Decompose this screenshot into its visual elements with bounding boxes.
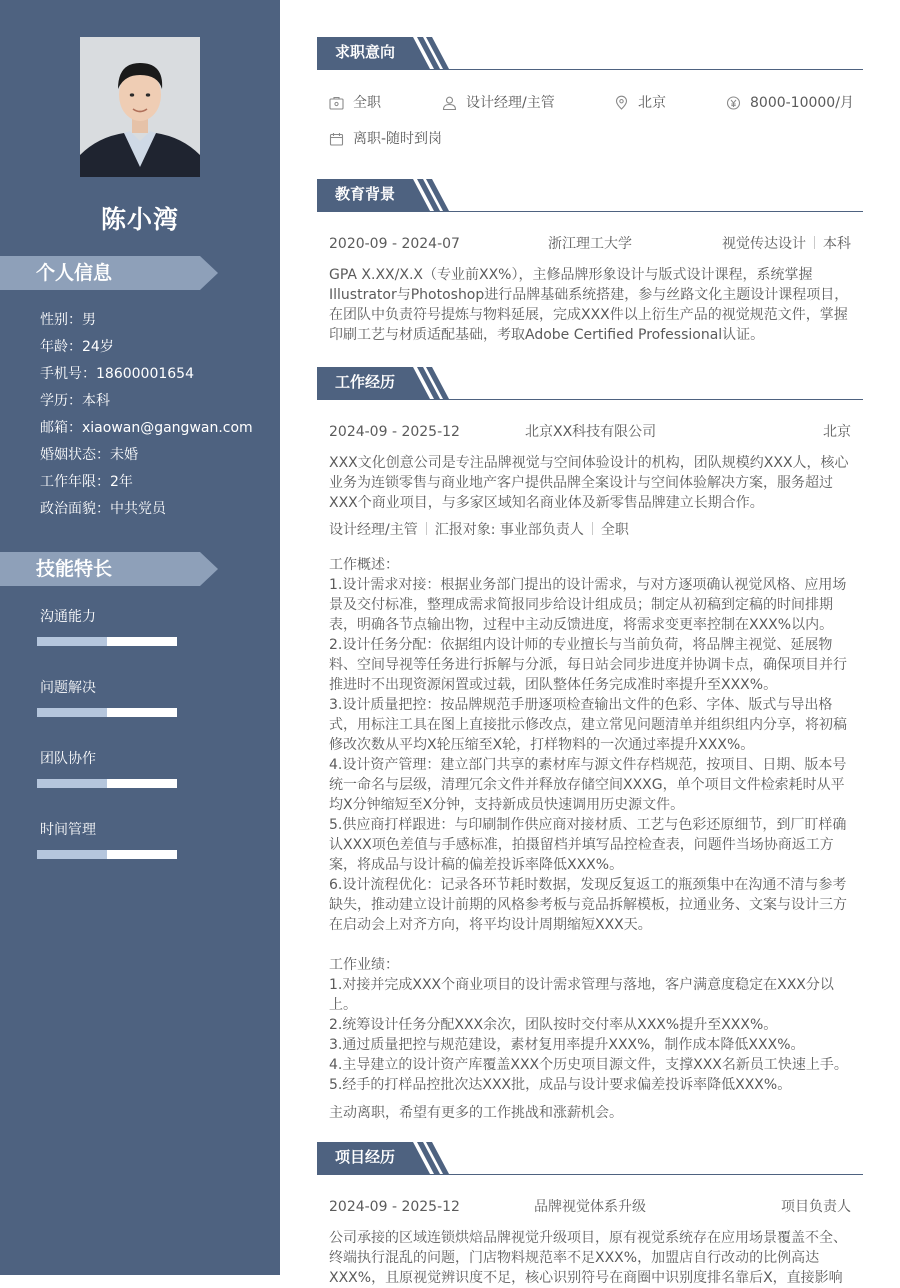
education-title: 教育背景 — [335, 185, 396, 203]
work-overview-title: 工作概述： — [329, 557, 399, 573]
calendar-icon — [329, 132, 344, 146]
work-achievement-item: 5.经手的打样品控批次达XXX批，成品与设计要求偏差投诉率降低XXX%。 — [329, 1077, 792, 1093]
education-heading — [317, 179, 863, 212]
intent-position-text: 设计经理/主管 — [466, 95, 555, 111]
project-role: 项目负责人 — [781, 1199, 851, 1215]
project-name: 品牌视觉体系升级 — [534, 1199, 646, 1215]
person-portrait-icon — [80, 37, 200, 177]
work-achievements-title: 工作业绩： — [329, 957, 399, 973]
profile-photo — [80, 37, 200, 177]
project-heading — [317, 1142, 863, 1175]
skill-item — [40, 820, 180, 840]
heading-rule — [317, 399, 863, 400]
info-phone: 手机号：18600001654 — [40, 366, 194, 382]
yen-coin-icon — [726, 96, 741, 110]
work-role-row — [329, 520, 851, 540]
skill-item — [40, 607, 180, 627]
education-school: 浙江理工大学 — [548, 236, 632, 252]
info-years: 工作年限：2年 — [40, 474, 133, 490]
work-achievement-item: 3.通过质量把控与规范建设，素材复用率提升XXX%，制作成本降低XXX%。 — [329, 1037, 805, 1053]
spacer — [329, 935, 854, 955]
intent-type-text: 全职 — [353, 95, 381, 111]
project-description-text: 公司承接的区域连锁烘焙品牌视觉升级项目，原有视觉系统存在应用场景覆盖不全、终端执行混乱的问题，门店物料规范率不足XXX%，加盟店自行改动的比例高达XXX%，且原视觉辨识度不足，核心识别符号在商圈中识别度排名靠后X，直接影响 — [329, 1230, 847, 1286]
info-gender: 性别：男 — [40, 312, 96, 328]
work-company: 北京XX科技有限公司 — [525, 424, 657, 440]
info-age: 年龄：24岁 — [40, 339, 114, 355]
skill-bar — [37, 779, 177, 788]
work-details — [329, 555, 854, 1123]
work-overview-item: 2.设计任务分配：依据组内设计师的专业擅长与当前负荷，将品牌主视觉、延展物料、空间导视等任务进行拆解与分派，每日站会同步进度并协调卡点，确保项目并行推进时不出现资源闲置或过载，团队整体任务完成准时率提升至XXX%。 — [329, 637, 847, 693]
skill-name: 团队协作 — [40, 751, 96, 767]
intent-salary — [726, 93, 856, 113]
skill-item — [40, 749, 180, 769]
skills-heading — [0, 552, 218, 586]
education-period: 2020-09 - 2024-07 — [329, 236, 460, 252]
project-description — [329, 1228, 854, 1288]
work-overview-item: 1.设计需求对接：根据业务部门提出的设计需求，与对方逐项确认视觉风格、应用场景及交付标准，整理成需求简报同步给设计组成员；制定从初稿到定稿的时间排期表，明确各节点输出物，过程中主动反馈进度，将需求变更率控制在XXX%以内。 — [329, 577, 847, 633]
project-title: 项目经历 — [335, 1148, 396, 1166]
work-report-to: 汇报对象: 事业部负责人 — [434, 522, 584, 538]
skill-bar-fill — [37, 850, 107, 859]
education-row — [329, 234, 851, 254]
project-period: 2024-09 - 2025-12 — [329, 1199, 460, 1215]
work-heading — [317, 367, 863, 400]
candidate-name: 陈小湾 — [100, 205, 179, 234]
intent-availability — [329, 129, 469, 149]
info-marital: 婚姻状态：未婚 — [40, 447, 138, 463]
intent-position — [442, 93, 592, 113]
work-company-desc-text: XXX文化创意公司是专注品牌视觉与空间体验设计的机构，团队规模约XXX人，核心业务为连锁零售与商业地产客户提供品牌全案设计与空间体验解决方案，服务超过XXX个商业项目，与多家区域知名商业体及新零售品牌建立长期合作。 — [329, 455, 849, 511]
intent-availability-text: 离职-随时到岗 — [353, 131, 443, 147]
skill-name: 沟通能力 — [40, 609, 96, 625]
info-education: 学历：本科 — [40, 393, 110, 409]
skills-title: 技能特长 — [36, 558, 113, 580]
skill-bar — [37, 637, 177, 646]
skill-bar — [37, 708, 177, 717]
education-major-degree — [722, 234, 851, 254]
heading-rule — [317, 1174, 863, 1175]
briefcase-icon — [329, 96, 344, 110]
skill-bar-fill — [37, 779, 107, 788]
work-city: 北京 — [823, 424, 851, 440]
heading-rule — [317, 69, 863, 70]
skill-bar — [37, 850, 177, 859]
education-description — [329, 265, 854, 345]
personal-info-list — [40, 309, 253, 525]
work-achievement-item: 4.主导建立的设计资产库覆盖XXX个历史项目源文件，支撑XXX名新员工快速上手。 — [329, 1057, 848, 1073]
education-degree: 本科 — [823, 236, 851, 252]
education-major: 视觉传达设计 — [722, 236, 806, 252]
work-role: 设计经理/主管 — [329, 522, 418, 538]
sidebar — [0, 0, 280, 1275]
project-row — [329, 1197, 851, 1217]
work-period: 2024-09 - 2025-12 — [329, 424, 460, 440]
intent-heading — [317, 37, 863, 70]
skill-bar-fill — [37, 708, 107, 717]
intent-city — [614, 93, 694, 113]
work-overview-item: 3.设计质量把控：按品牌规范手册逐项检查输出文件的色彩、字体、版式与导出格式，用标注工具在图上直接批示修改点，建立常见问题清单并组织组内分享，将初稿修改次数从平均X轮压缩至X轮，打样物料的一次通过率提升XXX%。 — [329, 697, 847, 753]
skill-bar-fill — [37, 637, 107, 646]
intent-type — [329, 93, 429, 113]
work-title: 工作经历 — [335, 373, 396, 391]
skill-name: 问题解决 — [40, 680, 96, 696]
location-pin-icon — [614, 96, 629, 110]
work-overview-item: 6.设计流程优化：记录各环节耗时数据，发现反复返工的瓶颈集中在沟通不清与参考缺失，推动建立设计前期的风格参考板与竞品拆解模板，拉通业务、文案与设计三方在启动会上对齐方向，将平均设计周期缩短XXX天。 — [329, 877, 847, 933]
work-overview-item: 5.供应商打样跟进：与印刷制作供应商对接材质、工艺与色彩还原细节，到厂盯样确认XXX项色差值与手感标准，拍摄留档并填写品控检查表，问题件当场协商返工方案，将成品与设计稿的偏差投诉率降低XXX%。 — [329, 817, 847, 873]
personal-info-title: 个人信息 — [36, 262, 113, 284]
skill-name: 时间管理 — [40, 822, 96, 838]
divider — [426, 522, 427, 535]
work-leave-reason: 主动离职，希望有更多的工作挑战和涨薪机会。 — [329, 1105, 623, 1121]
divider — [592, 522, 593, 535]
intent-city-text: 北京 — [638, 95, 666, 111]
intent-salary-text: 8000-10000/月 — [750, 95, 854, 111]
divider — [814, 236, 815, 249]
work-job-type: 全职 — [600, 522, 629, 538]
info-email: 邮箱：xiaowan@gangwan.com — [40, 420, 253, 436]
work-company-description — [329, 453, 854, 513]
personal-info-heading — [0, 256, 218, 290]
info-political: 政治面貌：中共党员 — [40, 501, 166, 517]
work-achievement-item: 2.统筹设计任务分配XXX余次，团队按时交付率从XXX%提升至XXX%。 — [329, 1017, 778, 1033]
education-description-text: GPA X.XX/X.X（专业前XX%），主修品牌形象设计与版式设计课程，系统掌握Illustrator与Photoshop进行品牌基础系统搭建，参与丝路文化主题设计课程项目，在团队中负责符号提炼与物料延展，完成XXX件以上衍生产品的视觉规范文件，掌握印刷工艺与材质适配基础，考取Adobe Certified Professional认证。 — [329, 267, 849, 343]
work-achievement-item: 1.对接并完成XXX个商业项目的设计需求管理与落地，客户满意度稳定在XXX分以上。 — [329, 977, 834, 1013]
heading-rule — [317, 211, 863, 212]
work-overview-item: 4.设计资产管理：建立部门共享的素材库与源文件存档规范，按项目、日期、版本号统一命名与层级，清理冗余文件并释放存储空间XXXG，单个项目文件检索耗时从平均X分钟缩短至X分钟，支持新成员快速调用历史源文件。 — [329, 757, 847, 813]
skill-item — [40, 678, 180, 698]
work-row — [329, 422, 851, 442]
intent-title: 求职意向 — [335, 43, 396, 61]
user-icon — [442, 96, 457, 110]
